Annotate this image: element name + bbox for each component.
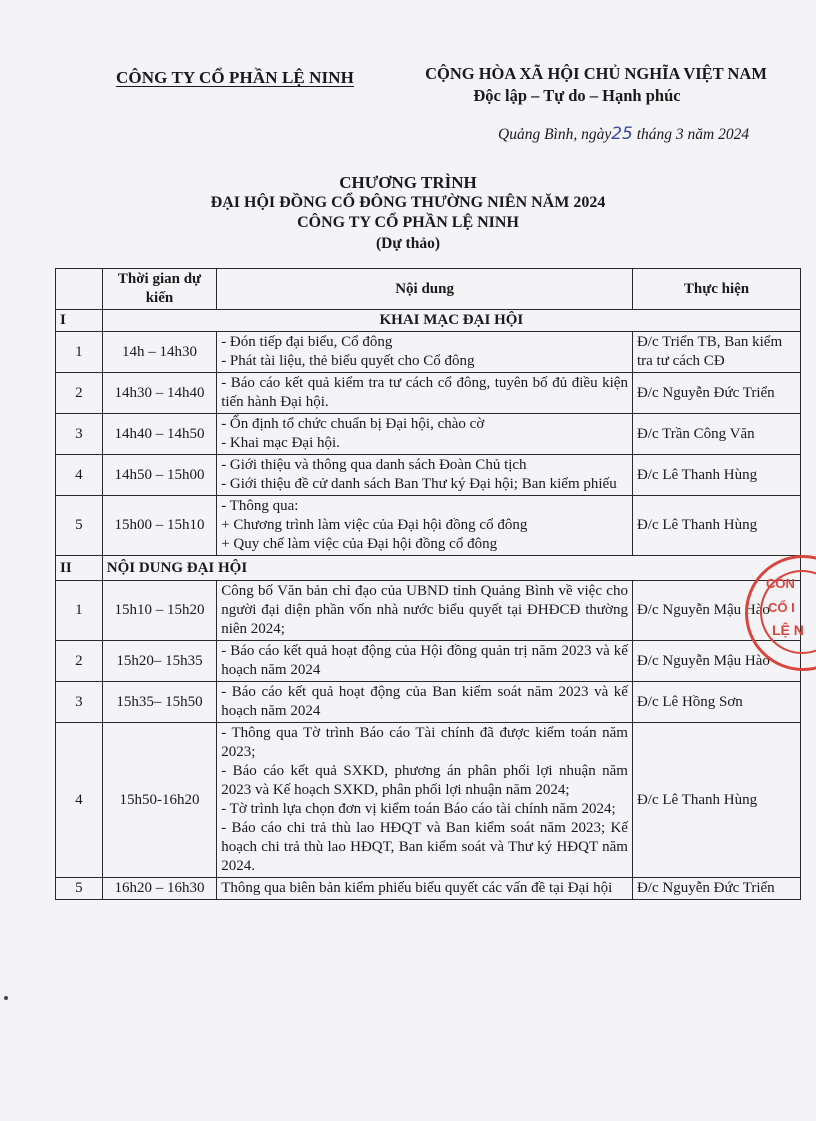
handwritten-day: 25 xyxy=(611,124,633,144)
row-number: 4 xyxy=(56,723,103,878)
row-number: 3 xyxy=(56,682,103,723)
table-row xyxy=(56,641,801,682)
republic-name: CỘNG HÒA XÃ HỘI CHỦ NGHĨA VIỆT NAM xyxy=(425,64,767,83)
row-by: Đ/c Nguyễn Đức Triển xyxy=(632,878,800,900)
row-number: 5 xyxy=(56,496,103,556)
row-by: Đ/c Trần Công Văn xyxy=(632,414,800,455)
draft-label: (Dự thảo) xyxy=(376,235,440,252)
header-content: Nội dung xyxy=(217,269,633,310)
row-time: 15h10 – 15h20 xyxy=(102,581,216,641)
table-row xyxy=(56,496,801,556)
section-row: I KHAI MẠC ĐẠI HỘI xyxy=(56,310,801,332)
row-number: 2 xyxy=(56,641,103,682)
row-content: - Giới thiệu và thông qua danh sách Đoàn Chủ tịch - Giới thiệu đề cử danh sách Ban Thư ký Đại hội; Ban kiểm phiếu xyxy=(217,455,633,496)
table-row xyxy=(56,455,801,496)
date-line: Quảng Bình, ngày25 tháng 3 năm 2024 xyxy=(498,124,750,144)
row-time: 14h30 – 14h40 xyxy=(102,373,216,414)
row-content: - Ổn định tổ chức chuẩn bị Đại hội, chào cờ - Khai mạc Đại hội. xyxy=(217,414,633,455)
national-motto: Độc lập – Tự do – Hạnh phúc xyxy=(473,86,681,105)
national-header xyxy=(416,64,776,106)
doc-company: CÔNG TY CỔ PHẦN LỆ NINH xyxy=(297,214,519,231)
row-number: 2 xyxy=(56,373,103,414)
row-time: 14h50 – 15h00 xyxy=(102,455,216,496)
row-time: 14h – 14h30 xyxy=(102,332,216,373)
table-row xyxy=(56,414,801,455)
table-header xyxy=(56,269,801,310)
row-time: 16h20 – 16h30 xyxy=(102,878,216,900)
header-time: Thời gian dự kiến xyxy=(102,269,216,310)
row-content: Thông qua biên bản kiểm phiếu biểu quyết các vấn đề tại Đại hội xyxy=(217,878,633,900)
doc-subtitle: ĐẠI HỘI ĐỒNG CỔ ĐÔNG THƯỜNG NIÊN NĂM 2024 xyxy=(210,194,606,211)
table-row xyxy=(56,373,801,414)
header-by: Thực hiện xyxy=(632,269,800,310)
row-by: Đ/c Lê Thanh Hùng xyxy=(632,496,800,556)
row-time: 15h20– 15h35 xyxy=(102,641,216,682)
row-by: Đ/c Lê Thanh Hùng xyxy=(632,723,800,878)
row-by: Đ/c Lê Thanh Hùng xyxy=(632,455,800,496)
row-content: - Báo cáo kết quả kiểm tra tư cách cổ đông, tuyên bố đủ điều kiện tiến hành Đại hội. xyxy=(217,373,633,414)
table-row xyxy=(56,878,801,900)
program-table xyxy=(55,268,801,900)
scan-speck xyxy=(4,996,8,1000)
row-by: Đ/c Nguyễn Mậu Hào xyxy=(632,581,800,641)
row-by: Đ/c Nguyễn Đức Triển xyxy=(632,373,800,414)
row-time: 15h00 – 15h10 xyxy=(102,496,216,556)
row-by: Đ/c Nguyễn Mậu Hào xyxy=(632,641,800,682)
doc-title: CHƯƠNG TRÌNH xyxy=(339,173,477,192)
section-row: II NỘI DUNG ĐẠI HỘI xyxy=(56,556,801,581)
company-name: CÔNG TY CỔ PHẦN LỆ NINH xyxy=(116,68,354,87)
row-time: 15h50-16h20 xyxy=(102,723,216,878)
row-number: 3 xyxy=(56,414,103,455)
row-content: Công bố Văn bản chỉ đạo của UBND tỉnh Quảng Bình về việc cho người đại diện phần vốn nhà nước biểu quyết tại ĐHĐCĐ thường niên 2024; xyxy=(217,581,633,641)
row-time: 15h35– 15h50 xyxy=(102,682,216,723)
row-time: 14h40 – 14h50 xyxy=(102,414,216,455)
row-number: 1 xyxy=(56,332,103,373)
row-content: - Báo cáo kết quả hoạt động của Hội đồng quản trị năm 2023 và kế hoạch năm 2024 xyxy=(217,641,633,682)
row-number: 4 xyxy=(56,455,103,496)
row-content: - Đón tiếp đại biểu, Cổ đông - Phát tài liệu, thẻ biểu quyết cho Cổ đông xyxy=(217,332,633,373)
row-by: Đ/c Triển TB, Ban kiểm tra tư cách CĐ xyxy=(632,332,800,373)
row-by: Đ/c Lê Hồng Sơn xyxy=(632,682,800,723)
row-content: - Thông qua: + Chương trình làm việc của Đại hội đồng cổ đông + Quy chế làm việc của Đại hội đồng cổ đông xyxy=(217,496,633,556)
row-number: 1 xyxy=(56,581,103,641)
row-number: 5 xyxy=(56,878,103,900)
row-content: - Báo cáo kết quả hoạt động của Ban kiểm soát năm 2023 và kế hoạch năm 2024 xyxy=(217,682,633,723)
table-row xyxy=(56,332,801,373)
company-seal: CÔN CỔ I LỆ N xyxy=(745,555,816,671)
table-row xyxy=(56,723,801,878)
table-row xyxy=(56,682,801,723)
row-content: - Thông qua Tờ trình Báo cáo Tài chính đã được kiểm toán năm 2023; - Báo cáo kết quả SXKD, phương án phân phối lợi nhuận năm 2023 và Kế hoạch SXKD, phân phối lợi nhuận năm 2024; - Tờ trình lựa chọn đơn vị kiểm toán Báo cáo tài chính năm 2024; - Báo cáo chi trả thù lao HĐQT và Ban kiểm soát năm 2023; Kế hoạch chi trả thù lao HĐQT, Ban kiểm soát và Thư ký HĐQT năm 2024. xyxy=(217,723,633,878)
table-row xyxy=(56,581,801,641)
